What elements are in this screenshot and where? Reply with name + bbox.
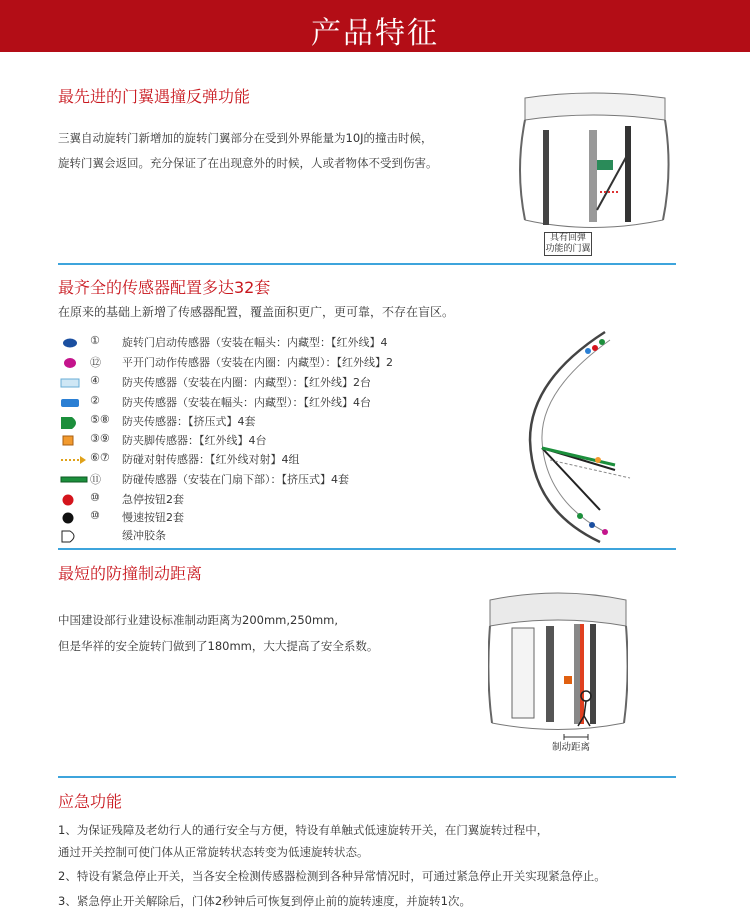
legend-num: ⑫ [90,356,101,369]
legend-text: 慢速按钮2套 [122,511,184,524]
legend-num: ③⑨ [90,432,110,445]
legend-num: ② [90,394,100,407]
legend-text: 防夹传感器：【挤压式】4套 [122,415,256,428]
legend-num: ⑩ [90,509,100,522]
section3-line-2: 但是华祥的安全旋转门做到了180mm，大大提高了安全系数。 [58,639,379,653]
red-circle-icon [60,494,80,508]
rebound-door-illustration [505,90,680,260]
section4-line-2: 通过开关控制可使门体从正常旋转状态转变为低速旋转状态。 [58,845,369,859]
blue-rect-icon [60,397,82,409]
section-title-rebound: 最先进的门翼遇撞反弹功能 [58,87,251,106]
legend-num: ⑪ [90,473,101,486]
page-header [0,0,750,52]
legend-item [60,432,500,450]
legend-text: 平开门动作传感器（安装在内圈：内藏型）：【红外线】2 [122,356,393,369]
green-bar-icon [60,474,88,486]
legend-num: ④ [90,374,100,387]
legend-item [60,527,500,545]
section-divider-1 [58,263,676,265]
blue-oval-icon [60,337,80,349]
legend-text: 缓冲胶条 [122,529,166,542]
legend-num: ⑤⑧ [90,413,110,426]
section4-line-4: 3、紧急停止开关解除后，门体2秒钟后可恢复到停止前的旋转速度，并旋转1次。 [58,894,471,908]
page-title: 产品特征 [311,16,439,51]
legend-text: 防夹脚传感器：【红外线】4台 [122,434,267,447]
legend-item [60,471,500,489]
legend-text: 防碰对射传感器：【红外线对射】4组 [122,453,300,466]
legend-item [60,491,500,509]
section1-line-2: 旋转门翼会返回。充分保证了在出现意外的时候，人或者物体不受到伤害。 [58,156,438,170]
legend-item [60,451,500,469]
section-title-emergency: 应急功能 [58,792,123,811]
legend-num: ⑥⑦ [90,451,110,464]
legend-item [60,334,500,352]
black-circle-icon [60,512,80,526]
legend-item [60,413,500,431]
green-shape-icon [60,416,82,430]
magenta-oval-icon [60,357,80,369]
section3-line-1: 中国建设部行业建设标准制动距离为200mm,250mm, [58,613,339,627]
legend-text: 防夹传感器（安装在幅头：内藏型）：【红外线】4台 [122,396,371,409]
rebound-wing-label [544,232,592,256]
light-blue-rect-icon [60,377,82,389]
section-divider-3 [58,776,676,778]
dotted-arrow-icon [60,454,88,466]
section1-line-1: 三翼自动旋转门新增加的旋转门翼部分在受到外界能量为10J的撞击时候， [58,131,433,145]
section-title-braking: 最短的防撞制动距离 [58,564,203,583]
rebound-wing-label-line-2: 功能的门翼 [545,244,591,254]
white-shape-icon [60,530,82,544]
legend-text: 急停按钮2套 [122,493,184,506]
section-title-sensors: 最齐全的传感器配置多达32套 [58,278,271,297]
legend-num: ① [90,334,100,347]
sensor-layout-diagram [520,320,660,555]
section4-line-3: 2、特设有紧急停止开关，当各安全检测传感器检测到各种异常情况时，可通过紧急停止开关实现紧急停止。 [58,869,606,883]
rebound-wing-label-line-1: 具有回弹 [549,233,586,243]
legend-item [60,374,500,392]
section-divider-2 [58,548,676,550]
legend-text: 旋转门启动传感器（安装在幅头：内藏型：【红外线】4 [122,336,388,349]
legend-item [60,394,500,412]
braking-distance-label: 制动距离 [551,742,590,753]
legend-item [60,509,500,527]
legend-num: ⑩ [90,491,100,504]
legend-item [60,354,500,372]
section4-line-1: 1、为保证残障及老幼行人的通行安全与方便，特设有单触式低速旋转开关，在门翼旋转过程中， [58,823,549,837]
section2-intro: 在原来的基础上新增了传感器配置，覆盖面积更广，更可靠，不存在盲区。 [58,305,455,319]
legend-text: 防碰传感器（安装在门扇下部）：【挤压式】4套 [122,473,349,486]
braking-distance-illustration [488,588,628,763]
orange-square-icon [60,435,80,447]
legend-text: 防夹传感器（安装在内圈：内藏型）：【红外线】2台 [122,376,371,389]
